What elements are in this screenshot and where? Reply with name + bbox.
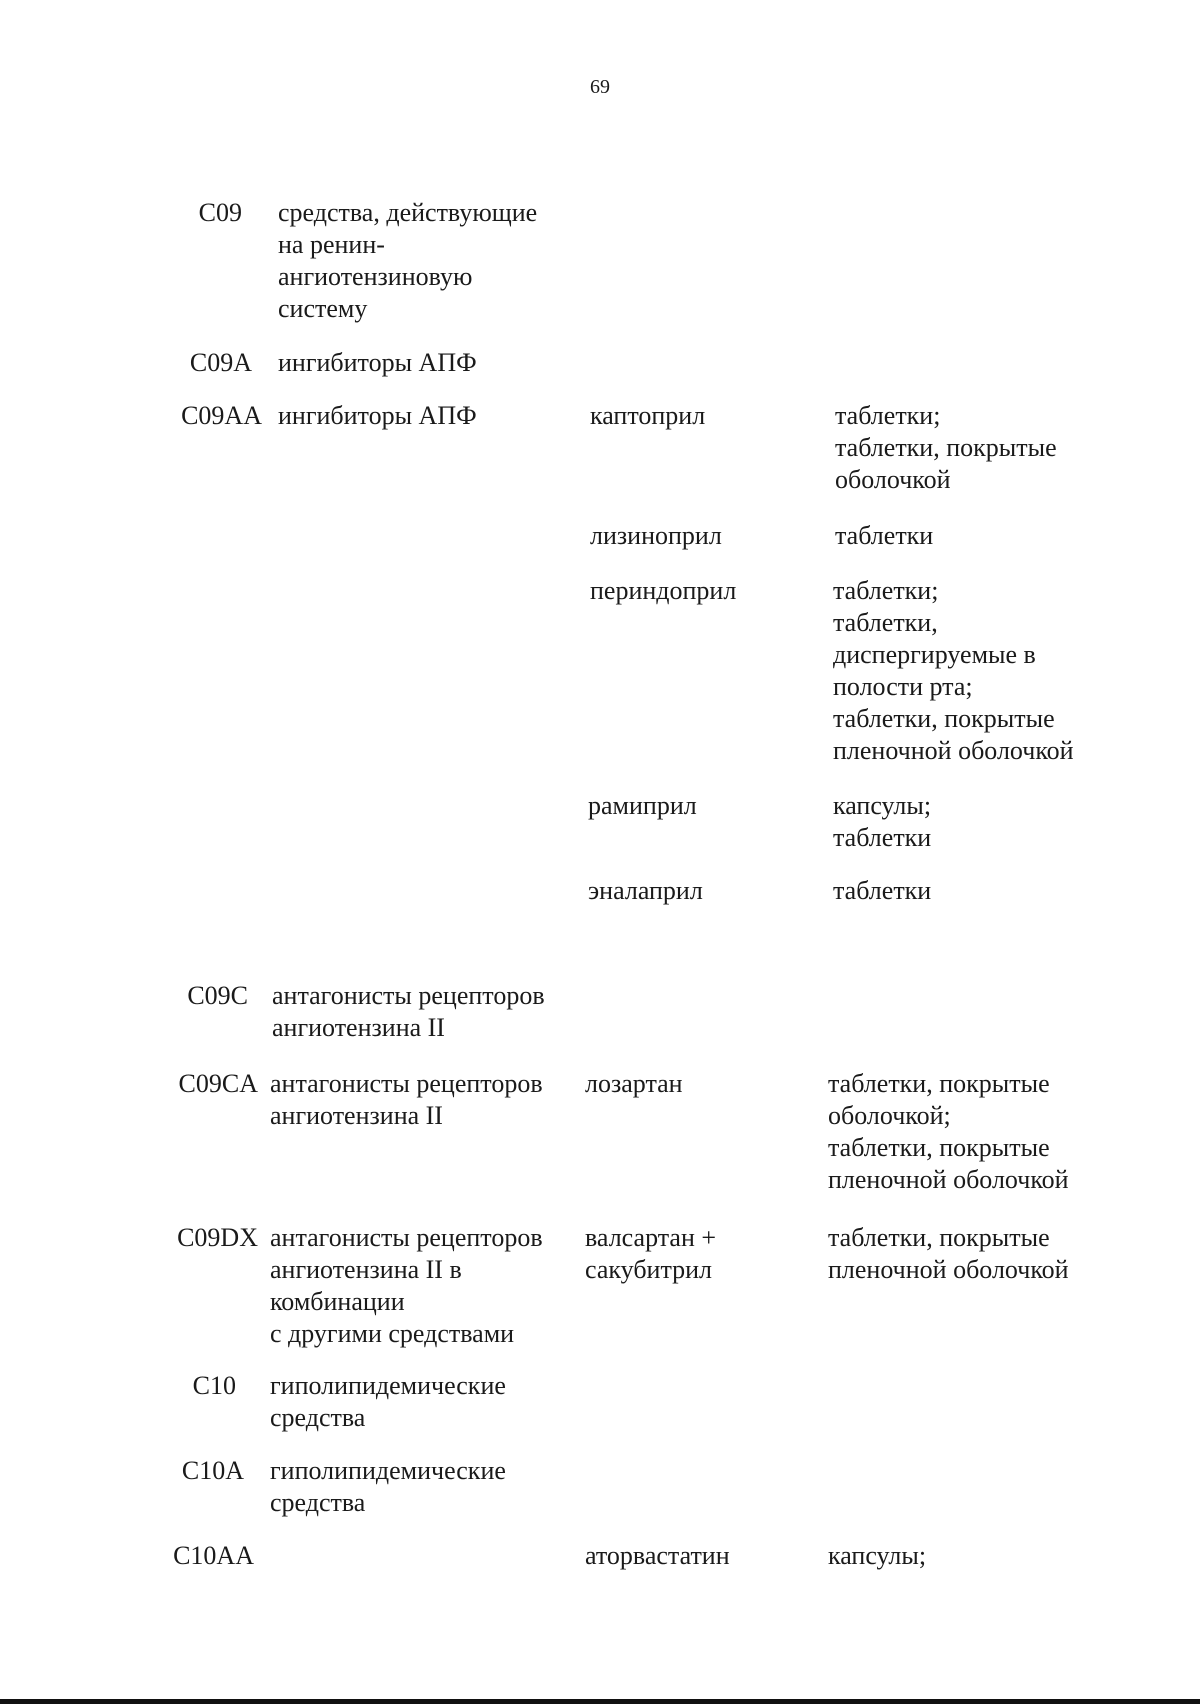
atc-code-cell: C10 <box>192 1371 236 1400</box>
atc-code-cell: C09DX <box>177 1223 258 1252</box>
dosage-form-cell: капсулы; таблетки <box>833 791 932 852</box>
drug-name-cell: лозартан <box>585 1069 683 1098</box>
group-name-cell: гиполипидемические средства <box>270 1456 506 1517</box>
atc-code-cell: C09A <box>189 348 252 377</box>
atc-code-cell: C09CA <box>178 1069 258 1098</box>
atc-code-cell: C10AA <box>173 1541 254 1570</box>
atc-code-cell: C09AA <box>181 401 262 430</box>
dosage-form-cell: капсулы; <box>828 1541 927 1570</box>
drug-name-cell: валсартан + сакубитрил <box>585 1223 717 1284</box>
group-name-cell: ингибиторы АПФ <box>278 401 477 430</box>
drug-name-cell: рамиприл <box>588 791 697 820</box>
page-number: 69 <box>590 76 610 98</box>
group-name-cell: антагонисты рецепторов ангиотензина II <box>270 1069 543 1130</box>
group-name-cell: ингибиторы АПФ <box>278 348 477 377</box>
drug-name-cell: аторвастатин <box>585 1541 730 1570</box>
dosage-form-cell: таблетки; таблетки, диспергируемые в полости рта; таблетки, покрытые пленочной оболочкой <box>833 576 1074 765</box>
group-name-cell: антагонисты рецепторов ангиотензина II <box>272 981 545 1042</box>
dosage-form-cell: таблетки, покрытые оболочкой; таблетки, покрытые пленочной оболочкой <box>828 1069 1069 1194</box>
atc-code-cell: C09C <box>187 981 248 1010</box>
drug-name-cell: периндоприл <box>590 576 737 605</box>
drug-name-cell: лизиноприл <box>590 521 722 550</box>
group-name-cell: антагонисты рецепторов ангиотензина II в комбинации с другими средствами <box>270 1223 543 1348</box>
dosage-form-cell: таблетки; таблетки, покрытые оболочкой <box>835 401 1057 494</box>
dosage-form-cell: таблетки <box>835 521 934 550</box>
drug-name-cell: эналаприл <box>588 876 703 905</box>
drug-name-cell: каптоприл <box>590 401 706 430</box>
dosage-form-cell: таблетки <box>833 876 932 905</box>
group-name-cell: средства, действующие на ренин- ангиотензиновую систему <box>278 198 538 323</box>
atc-code-cell: C09 <box>198 198 242 227</box>
scan-edge-line <box>0 1699 1200 1704</box>
dosage-form-cell: таблетки, покрытые пленочной оболочкой <box>828 1223 1069 1284</box>
atc-code-cell: C10A <box>181 1456 244 1485</box>
group-name-cell: гиполипидемические средства <box>270 1371 506 1432</box>
